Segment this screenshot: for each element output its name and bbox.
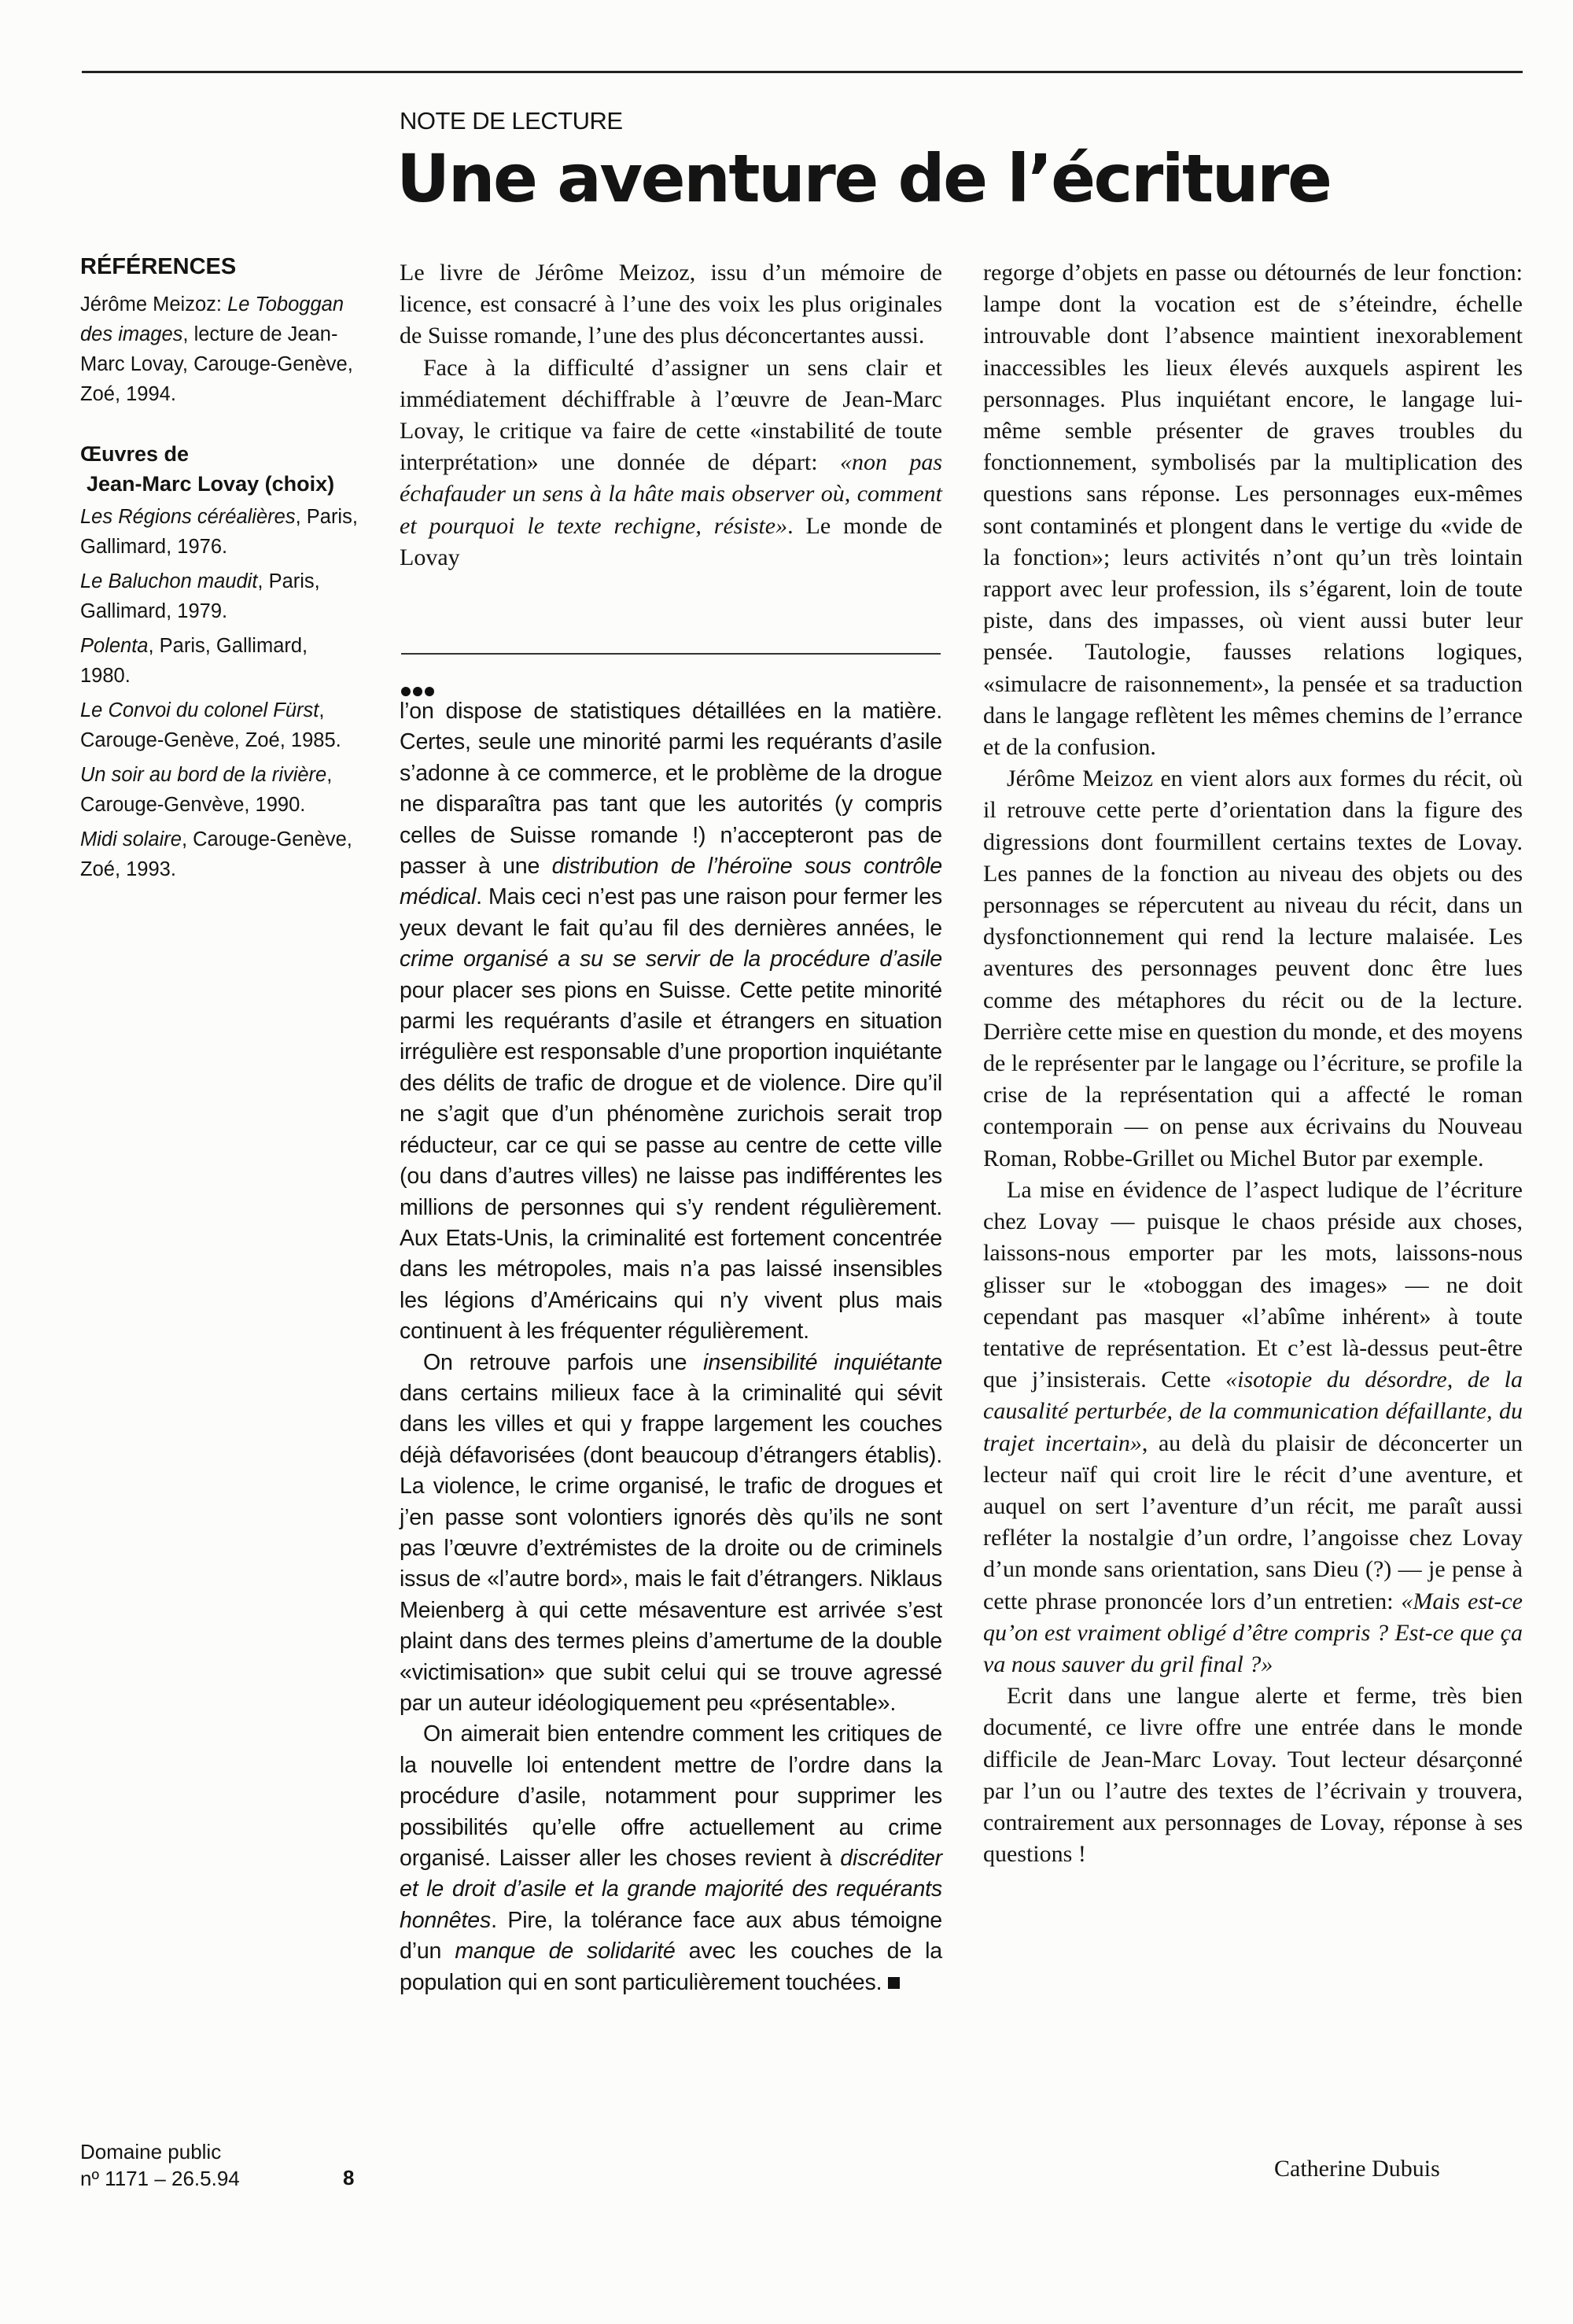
work-item (80, 824, 363, 884)
text-run: On retrouve parfois une (423, 1349, 704, 1375)
work-details: , Paris, Gallimard, 1976. (80, 506, 358, 558)
work-item (80, 502, 363, 562)
section-kicker: NOTE DE LECTURE (400, 107, 623, 135)
text-run: pour placer ses pions en Suisse. Cette petite minorité parmi les requérants d’asile et étrangers en situation irrégulière est responsable d’une proportion inquiétante des délits de trafic de drogue et de violence. Dire qu’il ne s’agit que d’un phénomène zurichois serait trop réducteur, car ce qui se passe au centre de cette ville (ou dans d’autres villes) ne laisse pas indifférentes les millions de personnes qui s’y rendent régulièrement. Aux Etats-Unis, la criminalité est fortement concentrée dans les métropoles, mais n’a pas laissé insensibles les légions d’Américains qui n’y vivent plus mais continuent à les fréquenter régulièrement. (400, 977, 942, 1345)
work-title: Le Baluchon maudit (80, 570, 258, 592)
continued-article-column (400, 696, 942, 1998)
work-title: Un soir au bord de la rivière (80, 764, 327, 786)
text-run: l’on dispose de statistiques détaillées en la matière. Certes, seule une minorité parmi les requérants d’asile s’adonne à ce commerce, et le problème de la drogue ne disparaîtra pas tant que les autorités (y compris celles de Suisse romande !) n’accepteront pas de passer à une (400, 699, 942, 880)
italic-run: discréditer et le droit d’asile et la grande majorité des requérants honnêtes (400, 1846, 942, 1933)
text-run: . Mais ceci n’est pas une raison pour fermer les yeux devant le fait qu’au fil des dernières années, le (400, 884, 942, 941)
work-title: Les Régions céréalières (80, 506, 296, 528)
reference-author: Jérôme Meizoz: (80, 293, 228, 315)
work-title: Le Convoi du colonel Fürst (80, 699, 319, 721)
review-column-2 (983, 257, 1523, 1870)
issue-number: nº 1171 – 26.5.94 (80, 2167, 240, 2190)
paragraph: Ecrit dans une langue alerte et ferme, très bien documenté, ce livre offre une entrée dans le monde difficile de Jean-Marc Lovay. Tout lecteur désarçonné par l’un ou l’autre des textes de l’écrivain y trouvera, contrairement aux personnages de Lovay, réponse à ses questions ! (983, 1683, 1523, 1868)
reference-details: , lecture de Jean-Marc Lovay, Carouge-Genève, Zoé, 1994. (80, 323, 353, 405)
work-title: Polenta (80, 635, 149, 657)
references-sidebar (80, 252, 363, 889)
italic-run: crime organisé a su se servir de la procédure d’asile (400, 946, 942, 972)
reference-entry (80, 290, 363, 409)
work-title: Midi solaire (80, 828, 182, 850)
paragraph (400, 1719, 942, 1998)
work-item (80, 760, 363, 820)
text-run: On aimerait bien entendre comment les critiques de la nouvelle loi entendent mettre de l’ordre dans la procédure d’asile, notamment pour supprimer les possibilités qu’elle offre actuellement au crime organisé. Laisser aller les choses revient à (400, 1721, 942, 1872)
work-details: , Carouge-Genève, Zoé, 1993. (80, 828, 352, 880)
italic-run: manque de solidarité (455, 1939, 676, 1964)
works-heading (80, 439, 363, 499)
author-signature: Catherine Dubuis (1274, 2156, 1440, 2182)
publication-footer (80, 2138, 240, 2192)
quote-run: «non pas échafauder un sens à la hâte mais observer où, comment et pourquoi le texte rechigne, résiste» (400, 449, 942, 539)
work-details: , Paris, Gallimard, 1979. (80, 570, 320, 622)
text-run: La mise en évidence de l’aspect ludique de l’écriture chez Lovay — puisque le chaos préside aux choses, laissons-nous emporter par les mots, laissons-nous glisser sur le «toboggan des images» — ne doit cependant pas masquer «l’abîme inhérent» à toute tentative de représentation. Et c’est là-dessus peut-être que j’insisterais. Cette (983, 1176, 1523, 1393)
italic-run: distribution de l’héroïne sous contrôle médical (400, 854, 942, 910)
text-run: avec les couches de la population qui en sont particulièrement touchées. (400, 1939, 942, 1995)
page-number: 8 (343, 2166, 355, 2189)
quote-run: «Mais est-ce qu’on est vraiment obligé d’être compris ? Est-ce que ça va nous sauver du gril final ?» (983, 1588, 1523, 1677)
paragraph (400, 352, 942, 574)
works-heading-line2: Jean-Marc Lovay (choix) (87, 472, 335, 496)
paragraph (983, 1175, 1523, 1680)
end-mark-square-icon (888, 1977, 900, 1989)
works-heading-line1: Œuvres de (80, 442, 190, 466)
work-details: , Paris, Gallimard, 1980. (80, 635, 308, 687)
paragraph: regorge d’objets en passe ou détournés de leur fonction: lampe dont la vocation est de s’éteindre, échelle introuvable dont l’absence maintient inexorablement inaccessibles les lieux élevés auxquels aspirent les personnages. Plus inquiétant encore, le langage lui-même semble présenter de graves troubles du fonctionnement, symbolisés par la multiplication des questions sans réponse. Les personnages eux-mêmes sont contaminés et plongent dans le vertige du «vide de la fonction»; leurs activités n’ont qu’un très lointain rapport avec leur profession, ils s’égarent, loin de toute piste, dans des impasses, où vient aussi buter leur pensée. Tautologie, fausses relations logiques, «simulacre de raisonnement», la pensée et sa traduction dans le langage reflètent les mêmes chemins de l’errance et de la confusion. (983, 260, 1523, 761)
reference-title: Le Toboggan des images (80, 293, 344, 345)
text-run: , au delà du plaisir de déconcerter un lecteur naïf qui croit lire le récit d’une aventure, et auquel on sert l’aventure d’un récit, me paraît aussi refléter la nostalgie d’un ordre, l’angoisse chez Lovay d’un monde sans orientation, sans Dieu (?) — je pense à cette phrase prononcée lors d’un entretien: (983, 1429, 1523, 1614)
article-title: Une aventure de l’écriture (396, 140, 1331, 217)
text-run: . Le monde de Lovay (400, 512, 943, 570)
work-details: , Carouge-Genève, Zoé, 1985. (80, 699, 341, 751)
work-item (80, 695, 363, 755)
top-rule (82, 71, 1523, 73)
review-column-1 (400, 257, 942, 574)
text-run: dans certains milieux face à la criminalité qui sévit dans les villes et qui y frappe largement les couches déjà défavorisées (dont beaucoup d’étrangers établis). La violence, le crime organisé, le trafic de drogues et j’en passe sont volontiers ignorés dès qu’ils ne sont pas l’œuvre d’extrémistes de la droite ou de criminels issus de «l’autre bord», mais le fait d’étrangers. Niklaus Meienberg à qui cette mésaventure est arrivée s’est plaint dans des termes pleins d’amertume de la double «victimisation» que subit celui qui se trouve agressé par un auteur idéologiquement peu «présentable». (400, 1380, 942, 1716)
section-divider (401, 653, 941, 655)
paragraph (400, 696, 942, 1348)
references-heading: RÉFÉRENCES (80, 254, 237, 279)
quote-run: «isotopie du désordre, de la causalité perturbée, de la communication défaillante, du trajet incertain» (983, 1367, 1523, 1456)
work-item (80, 631, 363, 691)
text-run: Face à la difficulté d’assigner un sens clair et immédiatement déchiffrable à l’œuvre de Jean-Marc Lovay, le critique va faire de cette «instabilité de toute interprétation» une donnée de départ: (400, 354, 942, 476)
paragraph: Le livre de Jérôme Meizoz, issu d’un mémoire de licence, est consacré à l’une des voix les plus originales de Suisse romande, l’une des plus déconcertantes aussi. (400, 260, 942, 349)
publication-name: Domaine public (80, 2140, 222, 2164)
paragraph (400, 1348, 942, 1720)
paragraph: Jérôme Meizoz en vient alors aux formes du récit, où il retrouve cette perte d’orientation dans la figure des digressions dont fourmillent certains textes de Lovay. Les pannes de la fonction au niveau des objets ou des personnages se répercutent au niveau du récit, dans un dysfonctionnement qui rend la lecture malaisée. Les aventures des personnages peuvent donc être lues comme des métaphores du récit ou de la lecture. Derrière cette mise en question du monde, et des moyens de le représenter par le langage ou l’écriture, se profile la crise de la représentation qui a affecté le roman contemporain — on pense aux écrivains du Nouveau Roman, Robbe-Grillet ou Michel Butor par exemple. (983, 765, 1523, 1171)
italic-run: insensibilité inquiétante (703, 1349, 942, 1375)
text-run: . Pire, la tolérance face aux abus témoigne d’un (400, 1907, 942, 1964)
work-item (80, 566, 363, 626)
work-details: , Carouge-Genvève, 1990. (80, 764, 333, 816)
